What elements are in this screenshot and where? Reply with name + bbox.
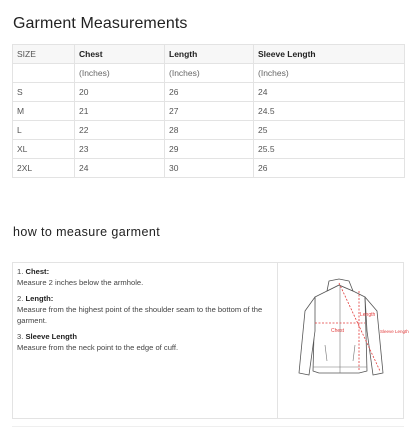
table-cell: 20 xyxy=(75,83,165,102)
table-cell: 30 xyxy=(165,159,254,178)
jacket-left-sleeve-shape xyxy=(299,297,315,375)
table-cell: 23 xyxy=(75,140,165,159)
table-cell: 26 xyxy=(165,83,254,102)
table-header-row xyxy=(13,45,405,64)
table-cell: 2XL xyxy=(13,159,75,178)
units-cell xyxy=(13,64,75,83)
table-cell: M xyxy=(13,102,75,121)
table-row xyxy=(13,83,405,102)
measurement-instructions xyxy=(13,263,278,418)
bottom-divider xyxy=(12,426,404,427)
instruction-text: Measure 2 inches below the armhole. xyxy=(17,278,144,287)
table-row xyxy=(13,159,405,178)
instruction-label: Sleeve Length xyxy=(25,332,77,341)
table-cell: 26 xyxy=(254,159,405,178)
table-cell: 27 xyxy=(165,102,254,121)
jacket-diagram xyxy=(279,263,409,418)
instruction-sleeve xyxy=(17,331,273,353)
sleeve-length-label: Sleeve Length xyxy=(380,329,409,334)
instruction-label: Chest: xyxy=(25,267,50,276)
units-cell: (Inches) xyxy=(75,64,165,83)
table-units-row xyxy=(13,64,405,83)
jacket-right-sleeve-shape xyxy=(365,297,383,375)
size-chart-table xyxy=(12,44,405,178)
table-cell: 29 xyxy=(165,140,254,159)
instruction-text: Measure from the highest point of the shoulder seam to the bottom of the garment. xyxy=(17,305,263,325)
table-cell: 25 xyxy=(254,121,405,140)
units-cell: (Inches) xyxy=(254,64,405,83)
header-sleeve-length: Sleeve Length xyxy=(254,45,405,64)
measurement-guide xyxy=(12,262,409,419)
table-cell: 24 xyxy=(254,83,405,102)
instruction-number: 1. xyxy=(17,267,24,276)
page-title: Garment Measurements xyxy=(13,15,188,32)
table-row xyxy=(13,102,405,121)
instruction-number: 2. xyxy=(17,294,24,303)
table-cell: XL xyxy=(13,140,75,159)
instruction-number: 3. xyxy=(17,332,24,341)
table-row xyxy=(13,140,405,159)
table-row xyxy=(13,121,405,140)
table-cell: 24 xyxy=(75,159,165,178)
table-cell: 25.5 xyxy=(254,140,405,159)
table-cell: 21 xyxy=(75,102,165,121)
header-length: Length xyxy=(165,45,254,64)
table-cell: L xyxy=(13,121,75,140)
header-size: SIZE xyxy=(13,45,75,64)
header-chest: Chest xyxy=(75,45,165,64)
chest-label: Chest xyxy=(331,328,345,334)
table-cell: 24.5 xyxy=(254,102,405,121)
instruction-chest xyxy=(17,266,273,288)
length-label: Length xyxy=(360,312,376,318)
table-cell: 28 xyxy=(165,121,254,140)
instruction-length xyxy=(17,293,273,326)
instruction-text: Measure from the neck point to the edge of cuff. xyxy=(17,343,179,352)
table-cell: 22 xyxy=(75,121,165,140)
section-title: how to measure garment xyxy=(13,225,161,239)
jacket-illustration xyxy=(279,263,409,418)
instruction-label: Length: xyxy=(25,294,54,303)
units-cell: (Inches) xyxy=(165,64,254,83)
table-cell: S xyxy=(13,83,75,102)
